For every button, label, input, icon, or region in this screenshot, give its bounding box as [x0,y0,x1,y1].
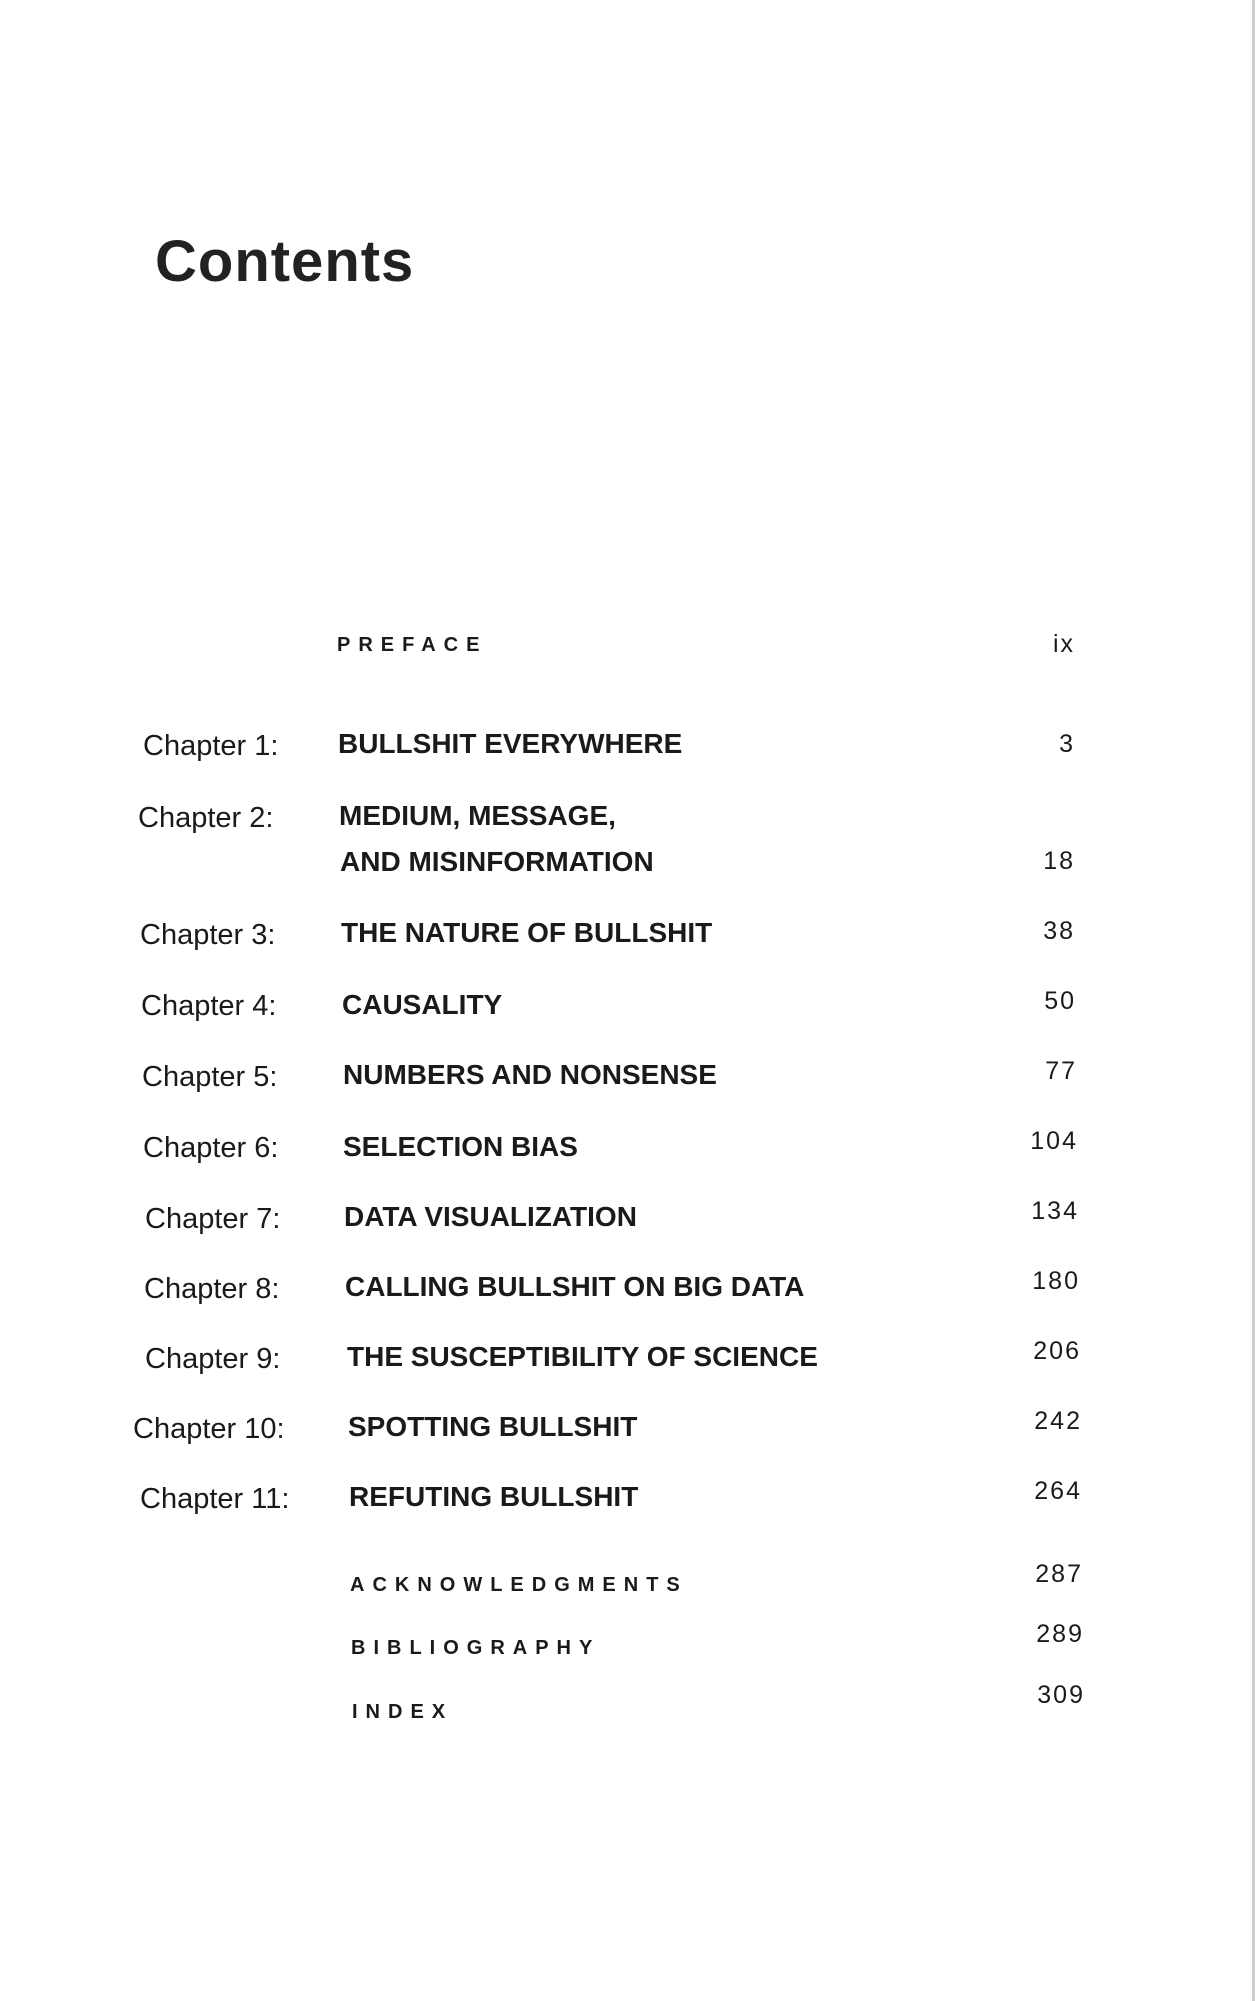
chapter-3-page: 38 [1043,917,1075,945]
chapter-4-label: Chapter 4: [141,990,277,1022]
bibliography-label: BIBLIOGRAPHY [351,1637,601,1659]
chapter-6-title: SELECTION BIAS [343,1131,578,1162]
chapter-7-page: 134 [1031,1197,1079,1225]
acknowledgments-page: 287 [1035,1560,1083,1588]
acknowledgments-label: ACKNOWLEDGMENTS [350,1574,688,1596]
chapter-1-label: Chapter 1: [143,730,279,762]
chapter-11-title: REFUTING BULLSHIT [349,1481,639,1512]
chapter-2-label: Chapter 2: [138,802,274,834]
chapter-10-label: Chapter 10: [133,1413,285,1445]
chapter-1-page: 3 [1059,730,1075,758]
chapter-1-title: BULLSHIT EVERYWHERE [338,728,683,759]
bibliography-page: 289 [1036,1620,1084,1648]
chapter-8-label: Chapter 8: [144,1273,280,1305]
chapter-10-page: 242 [1034,1407,1082,1435]
chapter-2-title-line-1: MEDIUM, MESSAGE, [339,800,616,831]
page-title: Contents [155,229,415,294]
chapter-5-title: NUMBERS AND NONSENSE [343,1059,717,1090]
chapter-11-label: Chapter 11: [140,1483,290,1515]
chapter-7-label: Chapter 7: [145,1203,281,1235]
index-label: INDEX [352,1701,454,1723]
chapter-7-title: DATA VISUALIZATION [344,1201,637,1232]
chapter-4-page: 50 [1044,987,1076,1015]
preface-page: ix [1052,630,1075,658]
chapter-8-title: CALLING BULLSHIT ON BIG DATA [345,1271,805,1302]
chapter-6-page: 104 [1030,1127,1078,1155]
chapter-4-title: CAUSALITY [342,989,503,1020]
chapter-3-title: THE NATURE OF BULLSHIT [341,917,713,948]
chapter-9-page: 206 [1033,1337,1081,1365]
chapter-5-label: Chapter 5: [142,1061,278,1093]
chapter-9-title: THE SUSCEPTIBILITY OF SCIENCE [347,1341,818,1372]
chapter-3-label: Chapter 3: [140,919,276,951]
chapter-9-label: Chapter 9: [145,1343,281,1375]
chapter-5-page: 77 [1045,1057,1077,1085]
chapter-11-page: 264 [1034,1477,1082,1505]
chapter-6-label: Chapter 6: [143,1132,279,1164]
preface-label: PREFACE [337,634,488,656]
chapter-2-title-line-2: AND MISINFORMATION [340,846,654,877]
chapter-10-title: SPOTTING BULLSHIT [348,1411,638,1442]
chapter-2-page: 18 [1043,847,1075,875]
chapter-8-page: 180 [1032,1267,1080,1295]
index-page: 309 [1037,1681,1085,1709]
